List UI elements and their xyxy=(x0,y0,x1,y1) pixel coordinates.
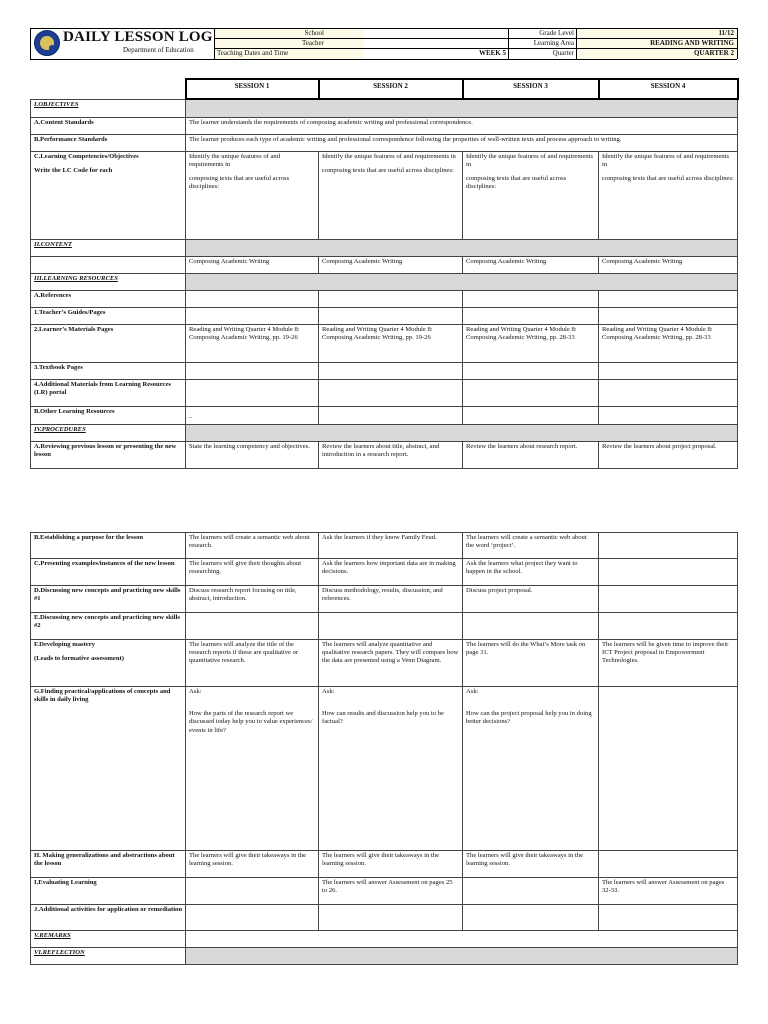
disc1-s2: Discuss methodology, results, discussion, and references. xyxy=(319,586,463,613)
learners-materials-label: 2.Learner’s Materials Pages xyxy=(31,324,186,362)
performance-standards-value: The learner produces each type of academic writing and professional correspondence following the properties of well-written texts and process approach to writing. xyxy=(186,134,738,151)
textbook-label: 3.Textbook Pages xyxy=(31,362,186,379)
content-label: II.CONTENT xyxy=(31,239,186,256)
area-label: Learning Area xyxy=(533,39,574,47)
content-standards-value: The learner understands the requirements of composing academic writing and professional correspondence. xyxy=(186,117,738,134)
mastery-label: F.Developing mastery xyxy=(34,641,95,648)
review-s2: Review the learners about title, abstract, and introduction in a research report. xyxy=(319,441,463,468)
mastery-cell xyxy=(31,640,186,687)
lm-s2: Reading and Writing Quarter 4 Module 8: Composing Academic Writing, pp. 19-26 xyxy=(319,324,463,362)
disc1-s1: Discuss research report focusing on title, abstract, introduction. xyxy=(186,586,319,613)
competencies-label: C.Learning Competencies/Objectives xyxy=(34,152,139,160)
mastery-s3: The learners will do the What’s More task on page 31. xyxy=(463,640,599,687)
purpose-label: B.Establishing a purpose for the lesson xyxy=(31,533,186,559)
resources-label: III.LEARNING RESOURCES xyxy=(31,273,186,290)
purpose-s3: The learners will create a semantic web about the word ‘project’. xyxy=(463,533,599,559)
document-title: DAILY LESSON LOG xyxy=(63,29,213,45)
competency-s1: Identify the unique features of and requirements in composing texts that are useful across disciplines: xyxy=(186,151,319,239)
procedures-gray xyxy=(186,424,738,441)
gen-s3: The learners will give their takeaways in the learning session. xyxy=(463,851,599,878)
examples-s2: Ask the learners how important data are in making decisions. xyxy=(319,559,463,586)
corner-blank xyxy=(31,79,186,99)
mastery-s2: The learners will analyze quantitative and qualitative research papers. They will compare how the data are presented using a Venn Diagram. xyxy=(319,640,463,687)
reflection-label: VI.REFLECTION xyxy=(31,948,186,965)
resources-gray xyxy=(186,273,738,290)
examples-s1: The learners will give their thoughts about researching. xyxy=(186,559,319,586)
content-s2: Composing Academic Writing xyxy=(319,256,463,273)
discussing1-label: D.Discussing new concepts and practicing new skills #1 xyxy=(31,586,186,613)
finding-s3: Ask: How can the project proposal help you in doing better decisions? xyxy=(463,687,599,851)
generalizations-label: H. Making generalizations and abstractions about the lesson xyxy=(31,851,186,878)
dates-field[interactable]: WEEK 5 xyxy=(478,49,506,57)
disc1-s3: Discuss project proposal. xyxy=(463,586,599,613)
other-resources-label: B.Other Learning Resources xyxy=(31,406,186,424)
remarks-label: V.REMARKS xyxy=(31,931,186,948)
content-gray xyxy=(186,239,738,256)
content-s3: Composing Academic Writing xyxy=(463,256,599,273)
finding-label: G.Finding practical/applications of concepts and skills in daily living xyxy=(31,687,186,851)
deped-seal-icon xyxy=(34,30,60,56)
competency-s3: Identify the unique features of and requirements in composing texts that are useful across disciplines: xyxy=(463,151,599,239)
session-3-header: SESSION 3 xyxy=(463,79,599,99)
reviewing-label: A.Reviewing previous lesson or presenting the new lesson xyxy=(31,441,186,468)
mastery-note: (Leads to formative assessment) xyxy=(34,655,124,663)
content-standards-label: A.Content Standards xyxy=(31,117,186,134)
lm-s3: Reading and Writing Quarter 4 Module 8: Composing Academic Writing, pp. 28-33 xyxy=(463,324,599,362)
objectives-label: I.OBJECTIVES xyxy=(31,99,186,117)
teacher-label: Teacher xyxy=(301,39,324,47)
performance-standards-label: B.Performance Standards xyxy=(31,134,186,151)
remarks-field[interactable] xyxy=(186,931,738,948)
lm-s1: Reading and Writing Quarter 4 Module 8: Composing Academic Writing, pp. 19-26 xyxy=(186,324,319,362)
area-field[interactable]: READING AND WRITING xyxy=(650,39,734,47)
competency-s2: Identify the unique features of and requirements in composing texts that are useful across disciplines: xyxy=(319,151,463,239)
content-s4: Composing Academic Writing xyxy=(599,256,738,273)
teachers-guide-label: 1.Teacher’s Guides/Pages xyxy=(31,307,186,324)
lc-code-label: Write the LC Code for each xyxy=(34,166,113,174)
review-s3: Review the learners about research report. xyxy=(463,441,599,468)
content-blank xyxy=(31,256,186,273)
competency-s4: Identify the unique features of and requirements in composing texts that are useful across disciplines: xyxy=(599,151,738,239)
eval-s4: The learners will answer Assessment on pages 32-33. xyxy=(599,878,738,905)
dates-label: Teaching Dates and Time xyxy=(217,49,289,57)
finding-s1: Ask: How the parts of the research report we discussed today help you to value experiences/ events in life? xyxy=(186,687,319,851)
header xyxy=(30,28,737,59)
review-s1: State the learning competency and objectives. xyxy=(186,441,319,468)
gen-s1: The learners will give their takeaways in the learning session. xyxy=(186,851,319,878)
lesson-table-part-1 xyxy=(30,78,739,469)
examples-s3: Ask the learners what project they want to happen in the school. xyxy=(463,559,599,586)
session-1-header: SESSION 1 xyxy=(186,79,319,99)
school-label: School xyxy=(304,29,324,37)
grade-field[interactable]: 11/12 xyxy=(718,29,734,37)
discussing2-label: E.Discussing new concepts and practicing new skills #2 xyxy=(31,613,186,640)
purpose-s1: The learners will create a semantic web about research. xyxy=(186,533,319,559)
reflection-gray xyxy=(186,948,738,965)
eval-s2: The learners will answer Assessment on pages 25 to 26. xyxy=(319,878,463,905)
purpose-s2: Ask the learners if they know Family Feud. xyxy=(319,533,463,559)
lm-s4: Reading and Writing Quarter 4 Module 8: Composing Academic Writing, pp. 28-33 xyxy=(599,324,738,362)
references-label: A.References xyxy=(31,290,186,307)
evaluating-label: I.Evaluating Learning xyxy=(31,878,186,905)
additional-activities-label: J.Additional activities for application or remediation xyxy=(31,905,186,931)
review-s4: Review the learners about project proposal. xyxy=(599,441,738,468)
session-4-header: SESSION 4 xyxy=(599,79,738,99)
quarter-field[interactable]: QUARTER 2 xyxy=(693,49,734,57)
session-2-header: SESSION 2 xyxy=(319,79,463,99)
content-s1: Composing Academic Writing xyxy=(186,256,319,273)
examples-label: C.Presenting examples/instances of the new lesson xyxy=(31,559,186,586)
procedures-label: IV.PROCEDURES xyxy=(31,424,186,441)
mastery-s4: The learners will be given time to improve their ICT Project proposal in Empowerment Technologies. xyxy=(599,640,738,687)
objectives-gray xyxy=(186,99,738,117)
gen-s2: The learners will give their takeaways in the learning session. xyxy=(319,851,463,878)
lesson-table-part-2 xyxy=(30,532,738,965)
mastery-s1: The learners will analyze the title of the research reports if these are qualitative or quantitative research. xyxy=(186,640,319,687)
additional-materials-label: 4.Additional Materials from Learning Resources (LR) portal xyxy=(31,379,186,406)
finding-s2: Ask: How can results and discussion help you to be factual? xyxy=(319,687,463,851)
competencies-cell xyxy=(31,151,186,239)
grade-label: Grade Level xyxy=(539,29,574,37)
department-name: Department of Education xyxy=(123,46,194,54)
other-resources-s1: – xyxy=(186,406,319,424)
quarter-label: Quarter xyxy=(552,49,574,57)
